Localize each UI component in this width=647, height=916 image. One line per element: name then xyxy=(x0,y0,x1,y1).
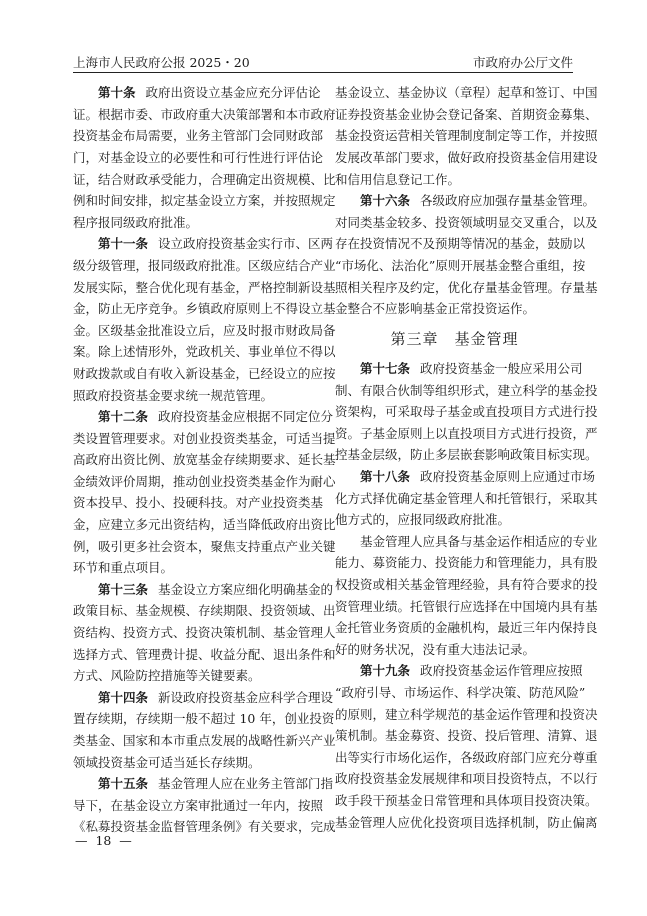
article-paragraph xyxy=(335,358,598,466)
text-line xyxy=(335,704,598,726)
line-text: 资架构，可采取母子基金或直投项目方式进行投 xyxy=(335,404,598,420)
article-label: 第十一条 xyxy=(98,236,149,252)
line-text: 策机制。基金募资、投资、投后管理、清算、退 xyxy=(335,728,598,744)
line-text: 政府投资基金运作管理应按照 xyxy=(420,663,583,679)
article-paragraph xyxy=(73,579,336,687)
text-line xyxy=(73,730,336,752)
text-line xyxy=(73,579,334,601)
line-text: 政府投资基金发展规律和项目投资特点，不以行 xyxy=(335,771,598,787)
text-line xyxy=(335,682,586,704)
article-label: 第十六条 xyxy=(360,193,411,209)
line-text: 选择方式、管理费计提、收益分配、退出条件和 xyxy=(73,646,336,662)
line-text: 类基金、国家和本市重点发展的战略性新兴产业 xyxy=(73,733,336,748)
line-text: “市场化、法治化”原则开展基金整合重组，按 xyxy=(335,257,586,273)
text-line xyxy=(335,617,598,639)
text-line xyxy=(335,466,596,488)
article-paragraph xyxy=(73,773,336,838)
line-text: 基金投资运营相关管理制度制定等工作，并按照 xyxy=(335,128,598,144)
line-text: 基金管理人应优化投资项目选择机制，防止偏离 xyxy=(335,814,598,830)
header-rule xyxy=(73,72,573,73)
text-line xyxy=(73,406,334,428)
text-line xyxy=(335,169,574,191)
text-line xyxy=(73,665,312,687)
line-text: 证，结合财政承受能力，合理确定出资规模、比 xyxy=(73,171,336,187)
line-text: “政府引导、市场运作、科学决策、防范风险” xyxy=(335,685,586,701)
text-line xyxy=(73,795,324,817)
text-line xyxy=(73,428,336,450)
text-line xyxy=(73,169,336,191)
text-line xyxy=(335,596,598,618)
line-text: 例和时间安排，拟定基金设立方案，并按照规定 xyxy=(73,193,336,209)
text-line xyxy=(73,536,336,558)
publication-title: 上海市人民政府公报 2025・20 xyxy=(73,55,250,70)
line-text: 好的财务状况，没有重大违法记录。 xyxy=(335,641,536,657)
line-text: 控基金层级，防止多层嵌套影响政策目标实现。 xyxy=(335,447,598,463)
article-paragraph xyxy=(73,82,336,233)
line-text: 权投资或相关基金管理经验，具有符合要求的投 xyxy=(335,577,598,593)
article-paragraph xyxy=(335,660,598,833)
page-number: — 18 — xyxy=(75,833,132,848)
text-line xyxy=(335,531,598,553)
line-text: 和信用信息登记工作。 xyxy=(335,171,461,187)
line-text: 基金管理人应具备与基金运作相适应的专业 xyxy=(360,533,598,549)
article-paragraph xyxy=(335,82,598,190)
text-line xyxy=(73,277,336,299)
line-text: 领域投资基金可适当延长存续期。 xyxy=(73,754,261,770)
article-label: 第十八条 xyxy=(360,469,411,485)
line-text: 门，对基金设立的必要性和可行性进行评估论 xyxy=(73,149,324,165)
text-line xyxy=(73,622,336,644)
text-line xyxy=(73,449,336,471)
line-text: 证券投资基金业协会登记备案、首期资金募集、 xyxy=(335,106,598,122)
text-line xyxy=(335,298,574,320)
line-text: 资管理业绩。托管银行应选择在中国境内具有基 xyxy=(335,598,598,614)
text-line xyxy=(335,552,598,574)
line-text: 照相关程序及约定，优化存量基金管理。存量基 xyxy=(335,279,598,295)
line-text: 《私募投资基金监督管理条例》有关要求，完成 xyxy=(73,819,336,835)
line-text: 方式、风险防控措施等关键要素。 xyxy=(73,668,261,684)
text-line xyxy=(73,557,312,579)
text-line xyxy=(335,212,598,234)
line-text: 发展改革部门要求，做好政府投资基金信用建设 xyxy=(335,149,598,165)
text-line xyxy=(73,104,336,126)
article-label: 第十四条 xyxy=(98,689,149,705)
line-text: 资。子基金原则上以直投项目方式进行投资，严 xyxy=(335,425,598,441)
line-text: 他方式的，应报同级政府批准。 xyxy=(335,512,511,528)
text-line xyxy=(73,341,336,363)
text-line xyxy=(335,725,598,747)
article-paragraph xyxy=(335,531,598,661)
text-line xyxy=(335,574,598,596)
text-line xyxy=(73,190,336,212)
line-text: 投资基金布局需要，业务主管部门会同财政部 xyxy=(73,128,324,144)
line-text: 导下，在基金设立方案审批通过一年内，按照 xyxy=(73,797,324,813)
line-text: 政策目标、基金规模、存续期限、投资领域、出 xyxy=(73,603,336,619)
line-text: 政府投资基金原则上应通过市场 xyxy=(420,469,596,485)
text-line xyxy=(335,509,574,531)
section-title: 市政府办公厅文件 xyxy=(472,55,573,70)
article-label: 第十三条 xyxy=(98,581,149,597)
line-text: 置存续期，存续期一般不超过 10 年，创业投资 xyxy=(73,711,335,727)
text-line xyxy=(335,747,598,769)
line-text: 高政府出资比例、放宽基金存续期要求、延长基 xyxy=(73,452,336,468)
line-text: 政手段干预基金日常管理和具体项目投资决策。 xyxy=(335,792,598,808)
line-text: 例，吸引更多社会资本，聚焦支持重点产业关键 xyxy=(73,538,336,554)
text-line xyxy=(335,639,574,661)
line-text: 金，应建立多元出资结构，适当降低政府出资比 xyxy=(73,517,336,533)
line-text: 金整合不应影响基金正常投资运作。 xyxy=(335,301,536,317)
line-text: 金。区级基金批准设立后，应及时报市财政局备 xyxy=(73,322,336,338)
line-text: 基金管理人应在业务主管部门指 xyxy=(158,776,334,792)
text-line xyxy=(335,125,598,147)
article-paragraph xyxy=(335,466,598,531)
article-label: 第十九条 xyxy=(360,663,411,679)
text-line xyxy=(73,385,312,407)
line-text: 证。根据市委、市政府重大决策部署和本市政府 xyxy=(73,106,336,122)
line-text: 基金设立、基金协议（章程）起草和签订、中国 xyxy=(335,85,598,101)
line-text: 环节和重点项目。 xyxy=(73,560,174,576)
text-line xyxy=(335,277,598,299)
line-text: 基金设立方案应细化明确基金的 xyxy=(158,581,334,597)
text-line xyxy=(335,660,583,682)
text-line xyxy=(335,147,598,169)
line-text: 设立政府投资基金实行市、区两 xyxy=(158,236,334,252)
line-text: 级分级管理，报同级政府批准。区级应结合产业 xyxy=(73,257,336,273)
line-text: 政府投资基金一般应采用公司 xyxy=(420,361,583,377)
text-line xyxy=(335,233,586,255)
left-column xyxy=(73,82,336,838)
line-text: 发展实际，整合优化现有基金，严格控制新设基 xyxy=(73,279,336,295)
text-line xyxy=(335,401,598,423)
text-line xyxy=(73,492,324,514)
line-text: 资本投早、投小、投硬科技。对产业投资类基 xyxy=(73,495,324,511)
line-text: 金绩效评价周期，推动创业投资类基金作为耐心 xyxy=(73,473,336,489)
text-line xyxy=(335,190,596,212)
article-label: 第十条 xyxy=(98,85,136,101)
line-text: 新设政府投资基金应科学合理设 xyxy=(158,689,334,705)
text-line xyxy=(73,82,321,104)
line-text: 存在投资情况不及预期等情况的基金，鼓励以 xyxy=(335,236,586,252)
article-paragraph xyxy=(73,406,336,579)
line-text: 能力、募资能力、投资能力和管理能力，具有股 xyxy=(335,555,598,571)
text-line xyxy=(335,380,598,402)
line-text: 化方式择优确定基金管理人和托管银行，采取其 xyxy=(335,490,598,506)
line-text: 对同类基金较多、投资领域明显交叉重合，以及 xyxy=(335,214,598,230)
text-line xyxy=(335,812,598,834)
text-line xyxy=(73,708,335,730)
line-text: 金，防止无序竞争。乡镇政府原则上不得设立基 xyxy=(73,301,336,317)
text-line xyxy=(73,298,336,320)
text-line xyxy=(73,212,312,234)
article-paragraph xyxy=(73,687,336,773)
text-line xyxy=(73,363,336,385)
text-line xyxy=(335,790,598,812)
line-text: 案。除上述情形外，党政机关、事业单位不得以 xyxy=(73,344,336,360)
text-line xyxy=(73,687,334,709)
article-label: 第十七条 xyxy=(360,361,411,377)
text-line xyxy=(335,768,598,790)
chapter-heading: 第三章 基金管理 xyxy=(390,329,519,348)
right-column xyxy=(335,82,598,833)
line-text: 资结构、投资方式、投资决策机制、基金管理人 xyxy=(73,625,336,641)
text-line xyxy=(73,471,336,493)
line-text: 各级政府应加强存量基金管理。 xyxy=(420,193,596,209)
text-line xyxy=(335,444,598,466)
line-text: 类设置管理要求。对创业投资类基金，可适当提 xyxy=(73,430,336,446)
article-label: 第十五条 xyxy=(98,776,149,792)
text-line xyxy=(335,423,598,445)
article-paragraph xyxy=(73,233,336,406)
article-label: 第十二条 xyxy=(98,409,149,425)
line-text: 财政拨款或自有收入新设基金，已经设立的应按 xyxy=(73,365,336,381)
line-text: 金托管业务资质的金融机构，最近三年内保持良 xyxy=(335,620,598,636)
text-line xyxy=(335,255,586,277)
line-text: 政府出资设立基金应充分评估论 xyxy=(145,85,321,101)
text-line xyxy=(73,147,324,169)
line-text: 的原则，建立科学规范的基金运作管理和投资决 xyxy=(335,706,598,722)
text-line xyxy=(73,514,336,536)
text-line xyxy=(73,752,312,774)
text-line xyxy=(73,600,336,622)
text-line xyxy=(73,644,336,666)
text-line xyxy=(73,125,324,147)
text-line xyxy=(335,104,598,126)
text-line xyxy=(73,320,336,342)
text-line xyxy=(73,255,336,277)
text-line xyxy=(73,773,334,795)
text-line xyxy=(73,233,334,255)
text-line xyxy=(335,358,583,380)
line-text: 政府投资基金应根据不同定位分 xyxy=(158,409,334,425)
text-line xyxy=(335,82,598,104)
line-text: 程序报同级政府批准。 xyxy=(73,214,199,230)
article-paragraph xyxy=(335,190,598,320)
line-text: 制、有限合伙制等组织形式，建立科学的基金投 xyxy=(335,382,598,398)
line-text: 出等实行市场化运作，各级政府部门应充分尊重 xyxy=(335,749,598,765)
line-text: 照政府投资基金要求统一规范管理。 xyxy=(73,387,274,403)
text-line xyxy=(335,488,598,510)
